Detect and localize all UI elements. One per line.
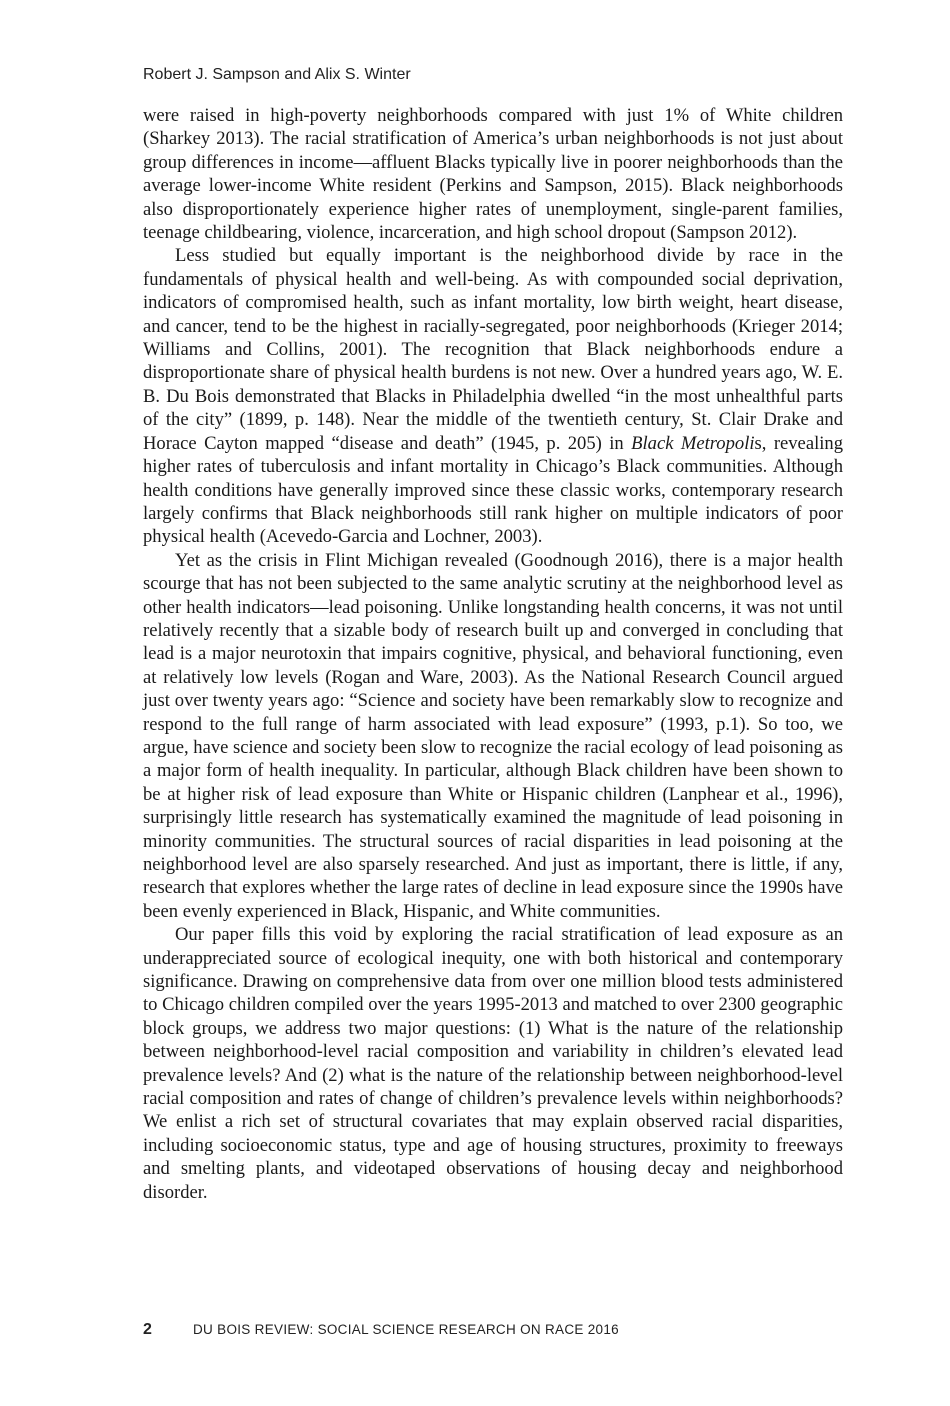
paragraph-text: Our paper fills this void by exploring the racial stratification of lead exposure as an underappreciated source of ecological inequity, one with both historical and contemporary significance. Drawing on comprehensive data from over one million blood tests administered to Chicago children compiled over the years 1995-2013 and matched to over 2300 geographic block groups, we address two major questions: (1) What is the nature of the relationship between neighborhood-level racial composition and variability in children’s elevated lead prevalence levels? And (2) what is the nature of the relationship between neighborhood-level racial composition and rates of change of children’s prevalence levels within neighborhoods? We enlist a rich set of structural covariates that may explain observed racial disparities, including socioeconomic status, type and age of housing structures, proximity to freeways and smelting plants, and videotaped observations of housing decay and neighborhood disorder. xyxy=(143,924,843,1203)
paragraph-text-after-title: s, revealing higher rates of tuberculosis and infant mortality in Chicago’s Black communities. Although health conditions have generally improved since these classic works, contemporary research largely confirms that Black neighborhoods still rank higher on multiple indicators of poor physical health (Acevedo-Garcia and Lochner, 2003). xyxy=(143,432,843,548)
paragraph-text-before-title: Less studied but equally important is the neighborhood divide by race in the fundamentals of physical health and well-being. As with compounded social deprivation, indicators of compromised health, such as infant mortality, low birth weight, heart disease, and cancer, tend to be the highest in racially-segregated, poor neighborhoods (Krieger 2014; Williams and Collins, 2001). The recognition that Black neighborhoods endure a disproportionate share of physical health burdens is not new. Over a hundred years ago, W. E. B. Du Bois demonstrated that Blacks in Philadelphia dwelled “in the most unhealthful parts of the city” (1899, p. 148). Near the middle of the twentieth century, St. Clair Drake and Horace Cayton mapped “disease and death” (1945, p. 205) in xyxy=(143,245,843,454)
page-number: 2 xyxy=(143,1321,152,1338)
paragraph-lead-poisoning xyxy=(143,549,843,924)
book-title: Black Metropoli xyxy=(631,432,755,454)
journal-name: DU BOIS REVIEW: SOCIAL SCIENCE RESEARCH ON RACE 2016 xyxy=(193,1322,619,1337)
paragraph-continued xyxy=(143,104,843,244)
paragraph-health-divide xyxy=(143,244,843,548)
running-head: Robert J. Sampson and Alix S. Winter xyxy=(143,66,411,83)
paragraph-research-questions xyxy=(143,923,843,1204)
paragraph-text: were raised in high-poverty neighborhoods compared with just 1% of White children (Sharkey 2013). The racial stratification of America’s urban neighborhoods is not just about group differences in income—affluent Blacks typically live in poorer neighborhoods than the average lower-income White resident (Perkins and Sampson, 2015). Black neighborhoods also disproportionately experience higher rates of unemployment, single-parent families, teenage childbearing, violence, incarceration, and high school dropout (Sampson 2012). xyxy=(143,105,843,244)
article-body xyxy=(143,104,843,1204)
paragraph-text: Yet as the crisis in Flint Michigan revealed (Goodnough 2016), there is a major health scourge that has not been subjected to the same analytic scrutiny at the neighborhood level as other health indicators—lead poisoning. Unlike longstanding health concerns, it was not until relatively recently that a sizable body of research built up and converged in concluding that lead is a major neurotoxin that impairs cognitive, physical, and behavioral functioning, even at relatively low levels (Rogan and Ware, 2003). As the National Research Council argued just over twenty years ago: “Science and society have been remarkably slow to recognize and respond to the full range of harm associated with lead exposure” (1993, p.1). So too, we argue, have science and society been slow to recognize the racial ecology of lead poisoning as a major form of health inequality. In particular, although Black children have been shown to be at higher risk of lead exposure than White or Hispanic children (Lanphear et al., 1996), surprisingly little research has systematically examined the magnitude of lead poisoning in minority communities. The structural sources of racial disparities in lead poisoning at the neighborhood level are also sparsely researched. And just as important, there is little, if any, research that explores whether the large rates of decline in lead exposure since the 1990s have been evenly experienced in Black, Hispanic, and White communities. xyxy=(143,549,843,922)
page-footer xyxy=(143,1321,843,1339)
